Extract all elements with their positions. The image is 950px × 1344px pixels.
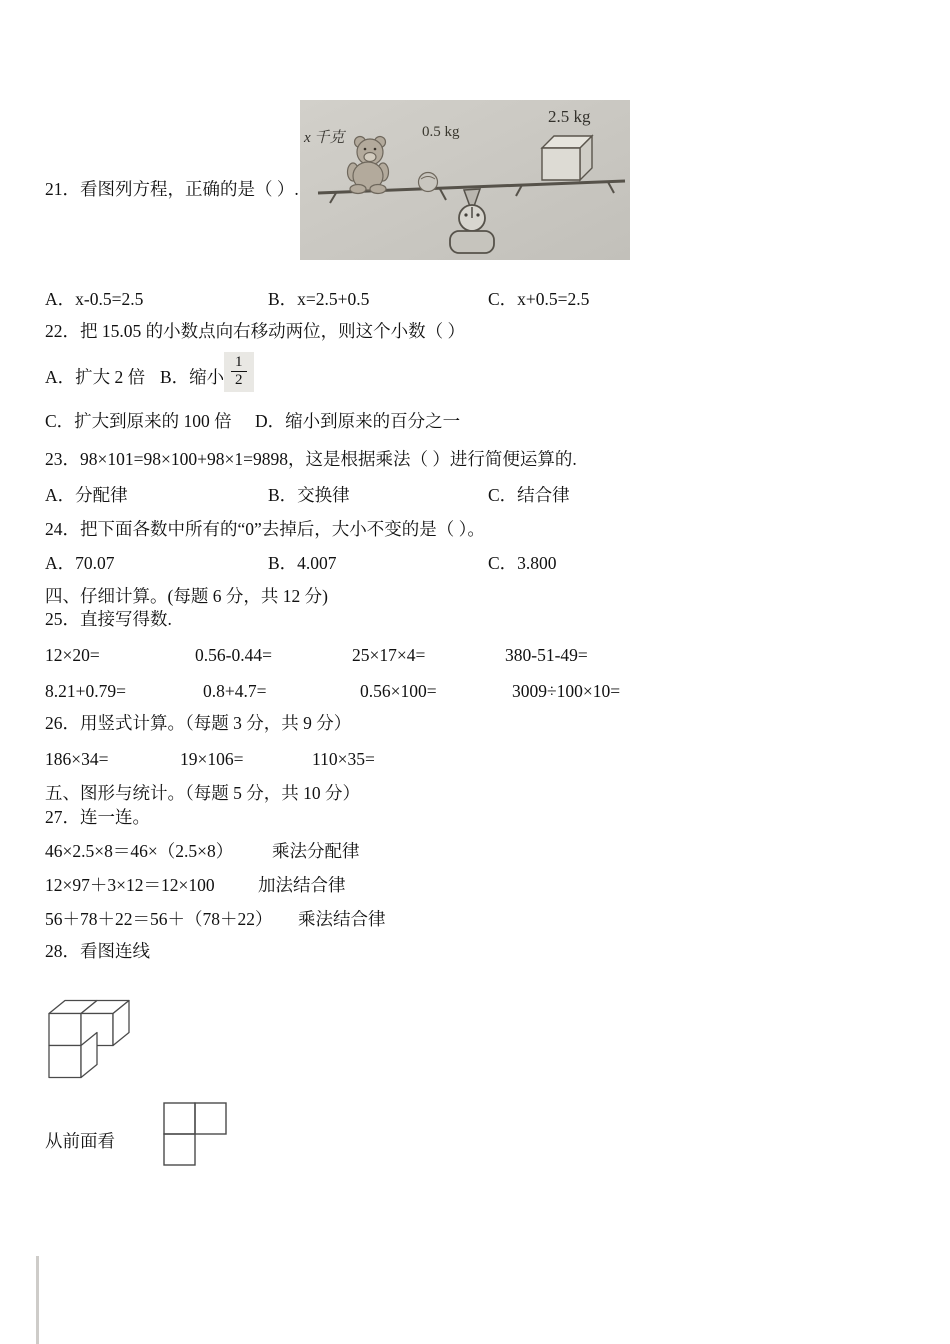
q21-option-a: A．x-0.5=2.5	[45, 289, 144, 309]
question-25: 25．直接写得数.	[45, 609, 172, 629]
q27-law: 加法结合律	[258, 875, 346, 895]
fraction-one-half	[224, 352, 254, 392]
q27-law: 乘法分配律	[272, 841, 360, 861]
front-view-figure	[163, 1102, 227, 1168]
q23-option-c: C．结合律	[488, 485, 570, 505]
q25-item: 0.8+4.7=	[203, 681, 267, 701]
fraction-denominator: 2	[235, 372, 243, 389]
q27-expression: 56＋78＋22＝56＋（78＋22）	[45, 909, 273, 929]
balance-base	[450, 231, 494, 253]
dial-mark-right	[476, 213, 479, 216]
q24-option-a: A．70.07	[45, 553, 115, 573]
q22-option-b-prefix: B．缩小	[160, 367, 225, 387]
front-view-square	[195, 1103, 226, 1134]
q25-item: 0.56×100=	[360, 681, 437, 701]
q27-expression: 12×97＋3×12＝12×100	[45, 875, 215, 895]
front-view-square	[164, 1103, 195, 1134]
front-face-bottom	[49, 1046, 81, 1078]
q25-item: 0.56-0.44=	[195, 645, 272, 665]
ball-weight-label: 0.5 kg	[422, 124, 460, 140]
front-view-square	[164, 1134, 195, 1165]
q26-item: 110×35=	[312, 749, 375, 769]
q22-option-a: A．扩大 2 倍	[45, 367, 146, 387]
question-27: 27．连一连。	[45, 807, 150, 827]
q26-item: 19×106=	[180, 749, 244, 769]
question-22: 22．把 15.05 的小数点向右移动两位，则这个小数（ ）	[45, 321, 465, 341]
question-26: 26．用竖式计算。（每题 3 分，共 9 分）	[45, 713, 352, 733]
balance-scale-image	[300, 100, 630, 260]
q27-law: 乘法结合律	[298, 909, 386, 929]
q24-option-c: C．3.800	[488, 553, 557, 573]
q25-item: 8.21+0.79=	[45, 681, 126, 701]
q26-item: 186×34=	[45, 749, 109, 769]
q21-option-c: C．x+0.5=2.5	[488, 289, 590, 309]
front-face-left	[49, 1014, 81, 1046]
q25-item: 380-51-49=	[505, 645, 588, 665]
q24-option-b: B．4.007	[268, 553, 337, 573]
fraction-numerator: 1	[231, 354, 247, 372]
weight-cube	[542, 136, 592, 180]
bear-weight-label: x 千克	[304, 130, 345, 146]
scan-artifact-line	[36, 1256, 39, 1344]
q25-item: 12×20=	[45, 645, 100, 665]
dial-mark-left	[464, 213, 467, 216]
question-28: 28．看图连线	[45, 941, 150, 961]
question-23: 23．98×101=98×100+98×1=9898，这是根据乘法（ ）进行简便运算的.	[45, 449, 577, 469]
q27-expression: 46×2.5×8＝46×（2.5×8）	[45, 841, 234, 861]
q22-option-c: C．扩大到原来的 100 倍	[45, 411, 232, 431]
question-24: 24．把下面各数中所有的“0”去掉后，大小不变的是（ ）。	[45, 519, 485, 539]
q21-option-b: B．x=2.5+0.5	[268, 289, 370, 309]
cube-weight-label: 2.5 kg	[548, 107, 591, 126]
section-5-heading: 五、图形与统计。（每题 5 分，共 10 分）	[45, 783, 360, 803]
ball	[419, 173, 438, 192]
section-4-heading: 四、仔细计算。(每题 6 分，共 12 分)	[45, 586, 328, 606]
q23-option-b: B．交换律	[268, 485, 350, 505]
q25-item: 3009÷100×10=	[512, 681, 621, 701]
question-21: 21．看图列方程，正确的是（ ）.	[45, 179, 299, 199]
front-view-label: 从前面看	[45, 1131, 115, 1151]
q25-item: 25×17×4=	[352, 645, 426, 665]
q23-option-a: A．分配律	[45, 485, 128, 505]
cube-solid-figure	[45, 972, 150, 1087]
q22-option-d: D．缩小到原来的百分之一	[255, 411, 461, 431]
